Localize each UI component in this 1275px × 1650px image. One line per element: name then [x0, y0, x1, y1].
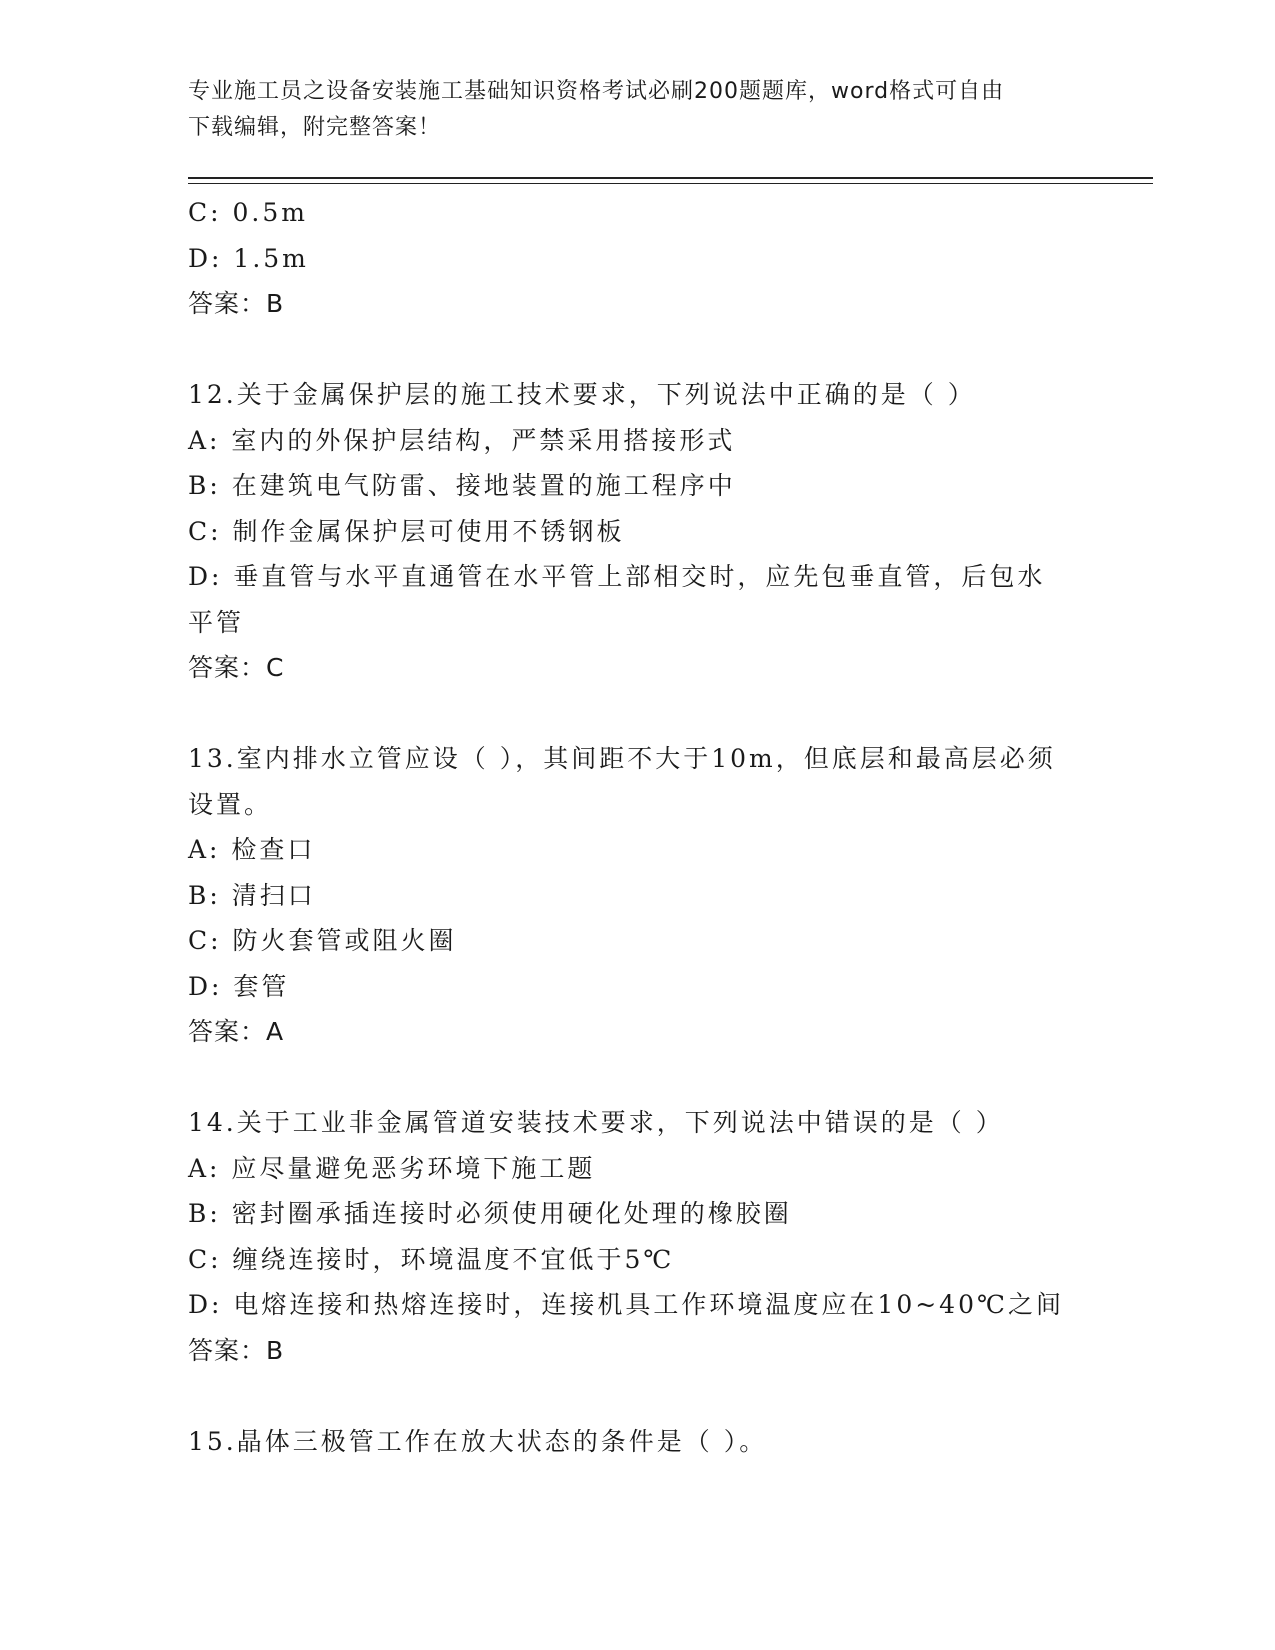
question-content [188, 190, 1088, 1464]
prev-answer: 答案：B [188, 289, 285, 318]
q13-option-d: D: 套管 [188, 971, 290, 1001]
q14-option-b: B: 密封圈承插连接时必须使用硬化处理的橡胶圈 [188, 1199, 792, 1228]
q14-stem: 14.关于工业非金属管道安装技术要求，下列说法中错误的是（ ） [188, 1108, 1004, 1137]
q14-option-c: C: 缠绕连接时，环境温度不宜低于5℃ [188, 1244, 675, 1274]
q12-option-d-continued: 平管 [188, 607, 245, 637]
spacer [188, 1055, 1088, 1101]
header-title-line-1: 专业施工员之设备安装施工基础知识资格考试必刷200题题库，word格式可自由 [188, 79, 1005, 104]
prev-option-c: C: 0.5m [188, 198, 308, 227]
q12-option-a: A: 室内的外保护层结构，严禁采用搭接形式 [188, 425, 736, 455]
q15-stem: 15.晶体三极管工作在放大状态的条件是（ ）。 [188, 1426, 768, 1456]
header-title-line-2: 下载编辑，附完整答案！ [188, 115, 442, 140]
q13-option-a: A: 检查口 [188, 835, 316, 864]
q12-option-d: D: 垂直管与水平直通管在水平管上部相交时，应先包垂直管，后包水 [188, 562, 1046, 591]
spacer [188, 327, 1088, 373]
q13-option-b: B: 清扫口 [188, 880, 316, 910]
prev-option-d: D: 1.5m [188, 243, 309, 273]
q12-stem: 12.关于金属保护层的施工技术要求，下列说法中正确的是（ ） [188, 380, 976, 409]
header-divider-thin [188, 183, 1153, 184]
q12-option-c: C: 制作金属保护层可使用不锈钢板 [188, 516, 625, 546]
q14-option-a: A: 应尽量避免恶劣环境下施工题 [188, 1153, 596, 1183]
q13-stem-continued: 设置。 [188, 789, 273, 819]
page-header [188, 74, 1088, 146]
spacer [188, 1373, 1088, 1419]
q13-option-c: C: 防火套管或阻火圈 [188, 926, 457, 955]
q12-option-b: B: 在建筑电气防雷、接地装置的施工程序中 [188, 471, 736, 500]
q13-stem: 13.室内排水立管应设（ ），其间距不大于10m，但底层和最高层必须 [188, 744, 1056, 773]
spacer [188, 691, 1088, 737]
q14-option-d: D: 电熔连接和热熔连接时，连接机具工作环境温度应在10~40℃之间 [188, 1290, 1064, 1319]
q13-answer: 答案：A [188, 1017, 285, 1046]
q12-answer: 答案：C [188, 653, 285, 682]
header-divider-thick [188, 177, 1153, 179]
q14-answer: 答案：B [188, 1335, 285, 1365]
